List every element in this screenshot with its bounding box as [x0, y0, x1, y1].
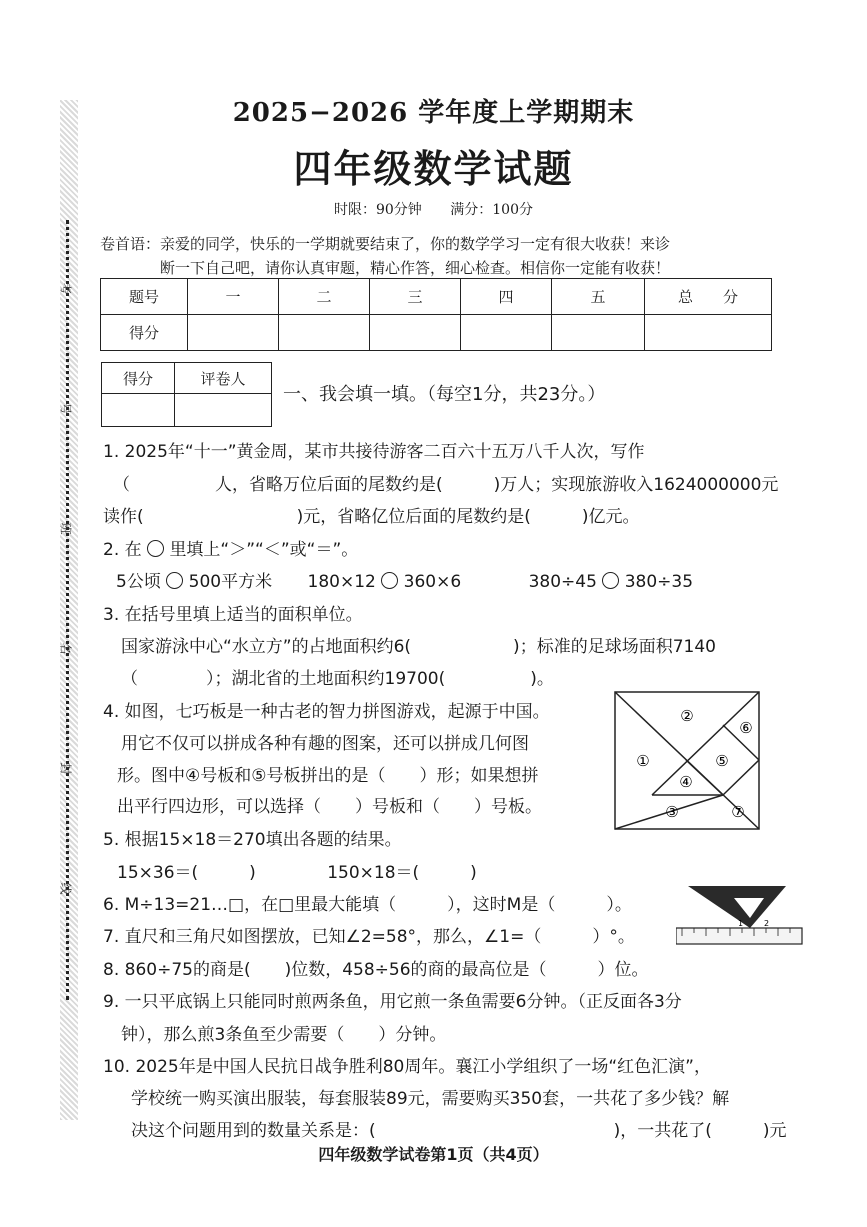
- binding-label: 封: [58, 762, 73, 775]
- angle-label: 2: [764, 919, 770, 928]
- question-line: 3. 在括号里填上适当的面积单位。: [103, 605, 363, 625]
- question-line: 钟），那么煎3条鱼至少需要（ ）分钟。: [121, 1025, 447, 1045]
- intro-text: [100, 232, 790, 280]
- compare-left: 5公顷: [116, 572, 161, 592]
- score-cell[interactable]: [279, 315, 370, 351]
- tangram-label: ⑦: [731, 803, 745, 821]
- tangram-label: ④: [679, 773, 693, 791]
- question-line: 10. 2025年是中国人民抗日战争胜利80周年。襄江小学组织了一场“红色汇演”，: [103, 1057, 711, 1077]
- question-line: 9. 一只平底锅上只能同时煎两条鱼，用它煎一条鱼需要6分钟。（正反面各3分: [103, 992, 682, 1012]
- score-cell[interactable]: [461, 315, 552, 351]
- question-2: [103, 535, 358, 560]
- compare-circle-icon[interactable]: [602, 572, 619, 589]
- score-header-cell: 五: [552, 279, 645, 315]
- question-5-items: [117, 858, 477, 883]
- ruler-triangle-figure: [676, 884, 804, 948]
- calc-item: 15×36＝( ): [117, 863, 256, 883]
- exam-title: 四年级数学试题: [293, 147, 574, 191]
- score-cell[interactable]: [645, 315, 772, 351]
- score-header-cell: 题号: [101, 279, 188, 315]
- binding-label: 班: [58, 522, 73, 535]
- question-line: 国家游泳中心“水立方”的占地面积约6( )；标准的足球场面积7140: [121, 637, 716, 657]
- tangram-label: ②: [680, 707, 694, 725]
- grader-header-cell: 评卷人: [175, 363, 272, 394]
- tangram-label: ①: [636, 752, 650, 770]
- exam-meta: [0, 199, 867, 219]
- compare-right: 360×6: [403, 572, 462, 592]
- question-line: 形。图中④号板和⑤号板拼出的是（ ）形；如果想拼: [117, 766, 539, 786]
- question-line: 学校统一购买演出服装，每套服装89元，需要购买350套，一共花了多少钱？解: [131, 1089, 730, 1109]
- question-text: 里填上“＞”“＜”或“＝”。: [169, 540, 359, 560]
- exam-term-title: 2025−2026 学年度上学期期末: [232, 98, 635, 128]
- question-text: 2. 在: [103, 540, 142, 560]
- binding-label: 考: [58, 282, 73, 295]
- calc-item: 150×18＝( ): [327, 863, 477, 883]
- score-cell[interactable]: [370, 315, 461, 351]
- compare-left: 380÷45: [528, 572, 597, 592]
- tangram-label: ⑥: [739, 719, 753, 737]
- score-cell[interactable]: [552, 315, 645, 351]
- question-line: 8. 860÷75的商是( )位数，458÷56的商的最高位是（ ）位。: [103, 960, 649, 980]
- score-header-cell: 四: [461, 279, 552, 315]
- compare-circle-icon[interactable]: [147, 540, 164, 557]
- question-line: （ ）；湖北省的土地面积约19700( )。: [121, 669, 554, 689]
- compare-right: 500平方米: [188, 572, 273, 592]
- grader-score-cell[interactable]: [102, 394, 175, 427]
- question-line: 用它不仅可以拼成各种有趣的图案，还可以拼成几何图: [121, 734, 529, 754]
- score-cell[interactable]: [188, 315, 279, 351]
- question-line: 1. 2025年“十一”黄金周，某市共接待游客二百六十五万八千人次，写作: [103, 442, 645, 462]
- question-line: （ 人，省略万位后面的尾数约是( )万人；实现旅游收入1624000000元: [113, 475, 779, 495]
- question-line: 出平行四边形，可以选择（ ）号板和（ ）号板。: [117, 797, 542, 817]
- question-line: 6. M÷13=21…□，在□里最大能填（ ），这时M是（ ）。: [103, 895, 632, 915]
- intro-line: 卷首语：亲爱的同学，快乐的一学期就要结束了，你的数学学习一定有很大收获！来诊: [100, 235, 671, 253]
- score-header-cell: 总 分: [645, 279, 772, 315]
- tangram-figure: [614, 691, 760, 830]
- binding-label: 号: [58, 402, 73, 415]
- question-2-items: [116, 567, 693, 592]
- question-line: 7. 直尺和三角尺如图摆放，已知∠2=58°，那么，∠1=（ ）°。: [103, 927, 635, 947]
- binding-label: 线: [58, 882, 73, 895]
- angle-label: 1: [738, 919, 744, 928]
- compare-circle-icon[interactable]: [381, 572, 398, 589]
- grader-name-cell[interactable]: [175, 394, 272, 427]
- intro-line: 断一下自己吧，请你认真审题，精心作答，细心检查。相信你一定能有收获！: [160, 259, 671, 277]
- question-line: 读作( )元，省略亿位后面的尾数约是( )亿元。: [103, 507, 640, 527]
- grader-header-cell: 得分: [102, 363, 175, 394]
- compare-left: 180×12: [307, 572, 376, 592]
- tangram-label: ⑤: [715, 752, 729, 770]
- score-header-cell: 二: [279, 279, 370, 315]
- grader-table: [101, 362, 272, 427]
- compare-circle-icon[interactable]: [166, 572, 183, 589]
- question-line: 决这个问题用到的数量关系是：( )，一共花了( )元: [131, 1121, 787, 1141]
- question-line: 5. 根据15×18＝270填出各题的结果。: [103, 830, 402, 850]
- score-table: [100, 278, 772, 351]
- full-score: 满分：100分: [450, 202, 533, 218]
- binding-label: 名: [58, 642, 73, 655]
- section-title: 一、我会填一填。（每空1分，共23分。）: [283, 384, 606, 405]
- question-line: 4. 如图，七巧板是一种古老的智力拼图游戏，起源于中国。: [103, 702, 550, 722]
- score-row-label: 得分: [101, 315, 188, 351]
- score-header-cell: 一: [188, 279, 279, 315]
- tangram-label: ③: [665, 803, 679, 821]
- page-footer: 四年级数学试卷第1页（共4页）: [318, 1145, 549, 1164]
- time-limit: 时限：90分钟: [333, 202, 422, 218]
- score-header-cell: 三: [370, 279, 461, 315]
- compare-right: 380÷35: [624, 572, 694, 592]
